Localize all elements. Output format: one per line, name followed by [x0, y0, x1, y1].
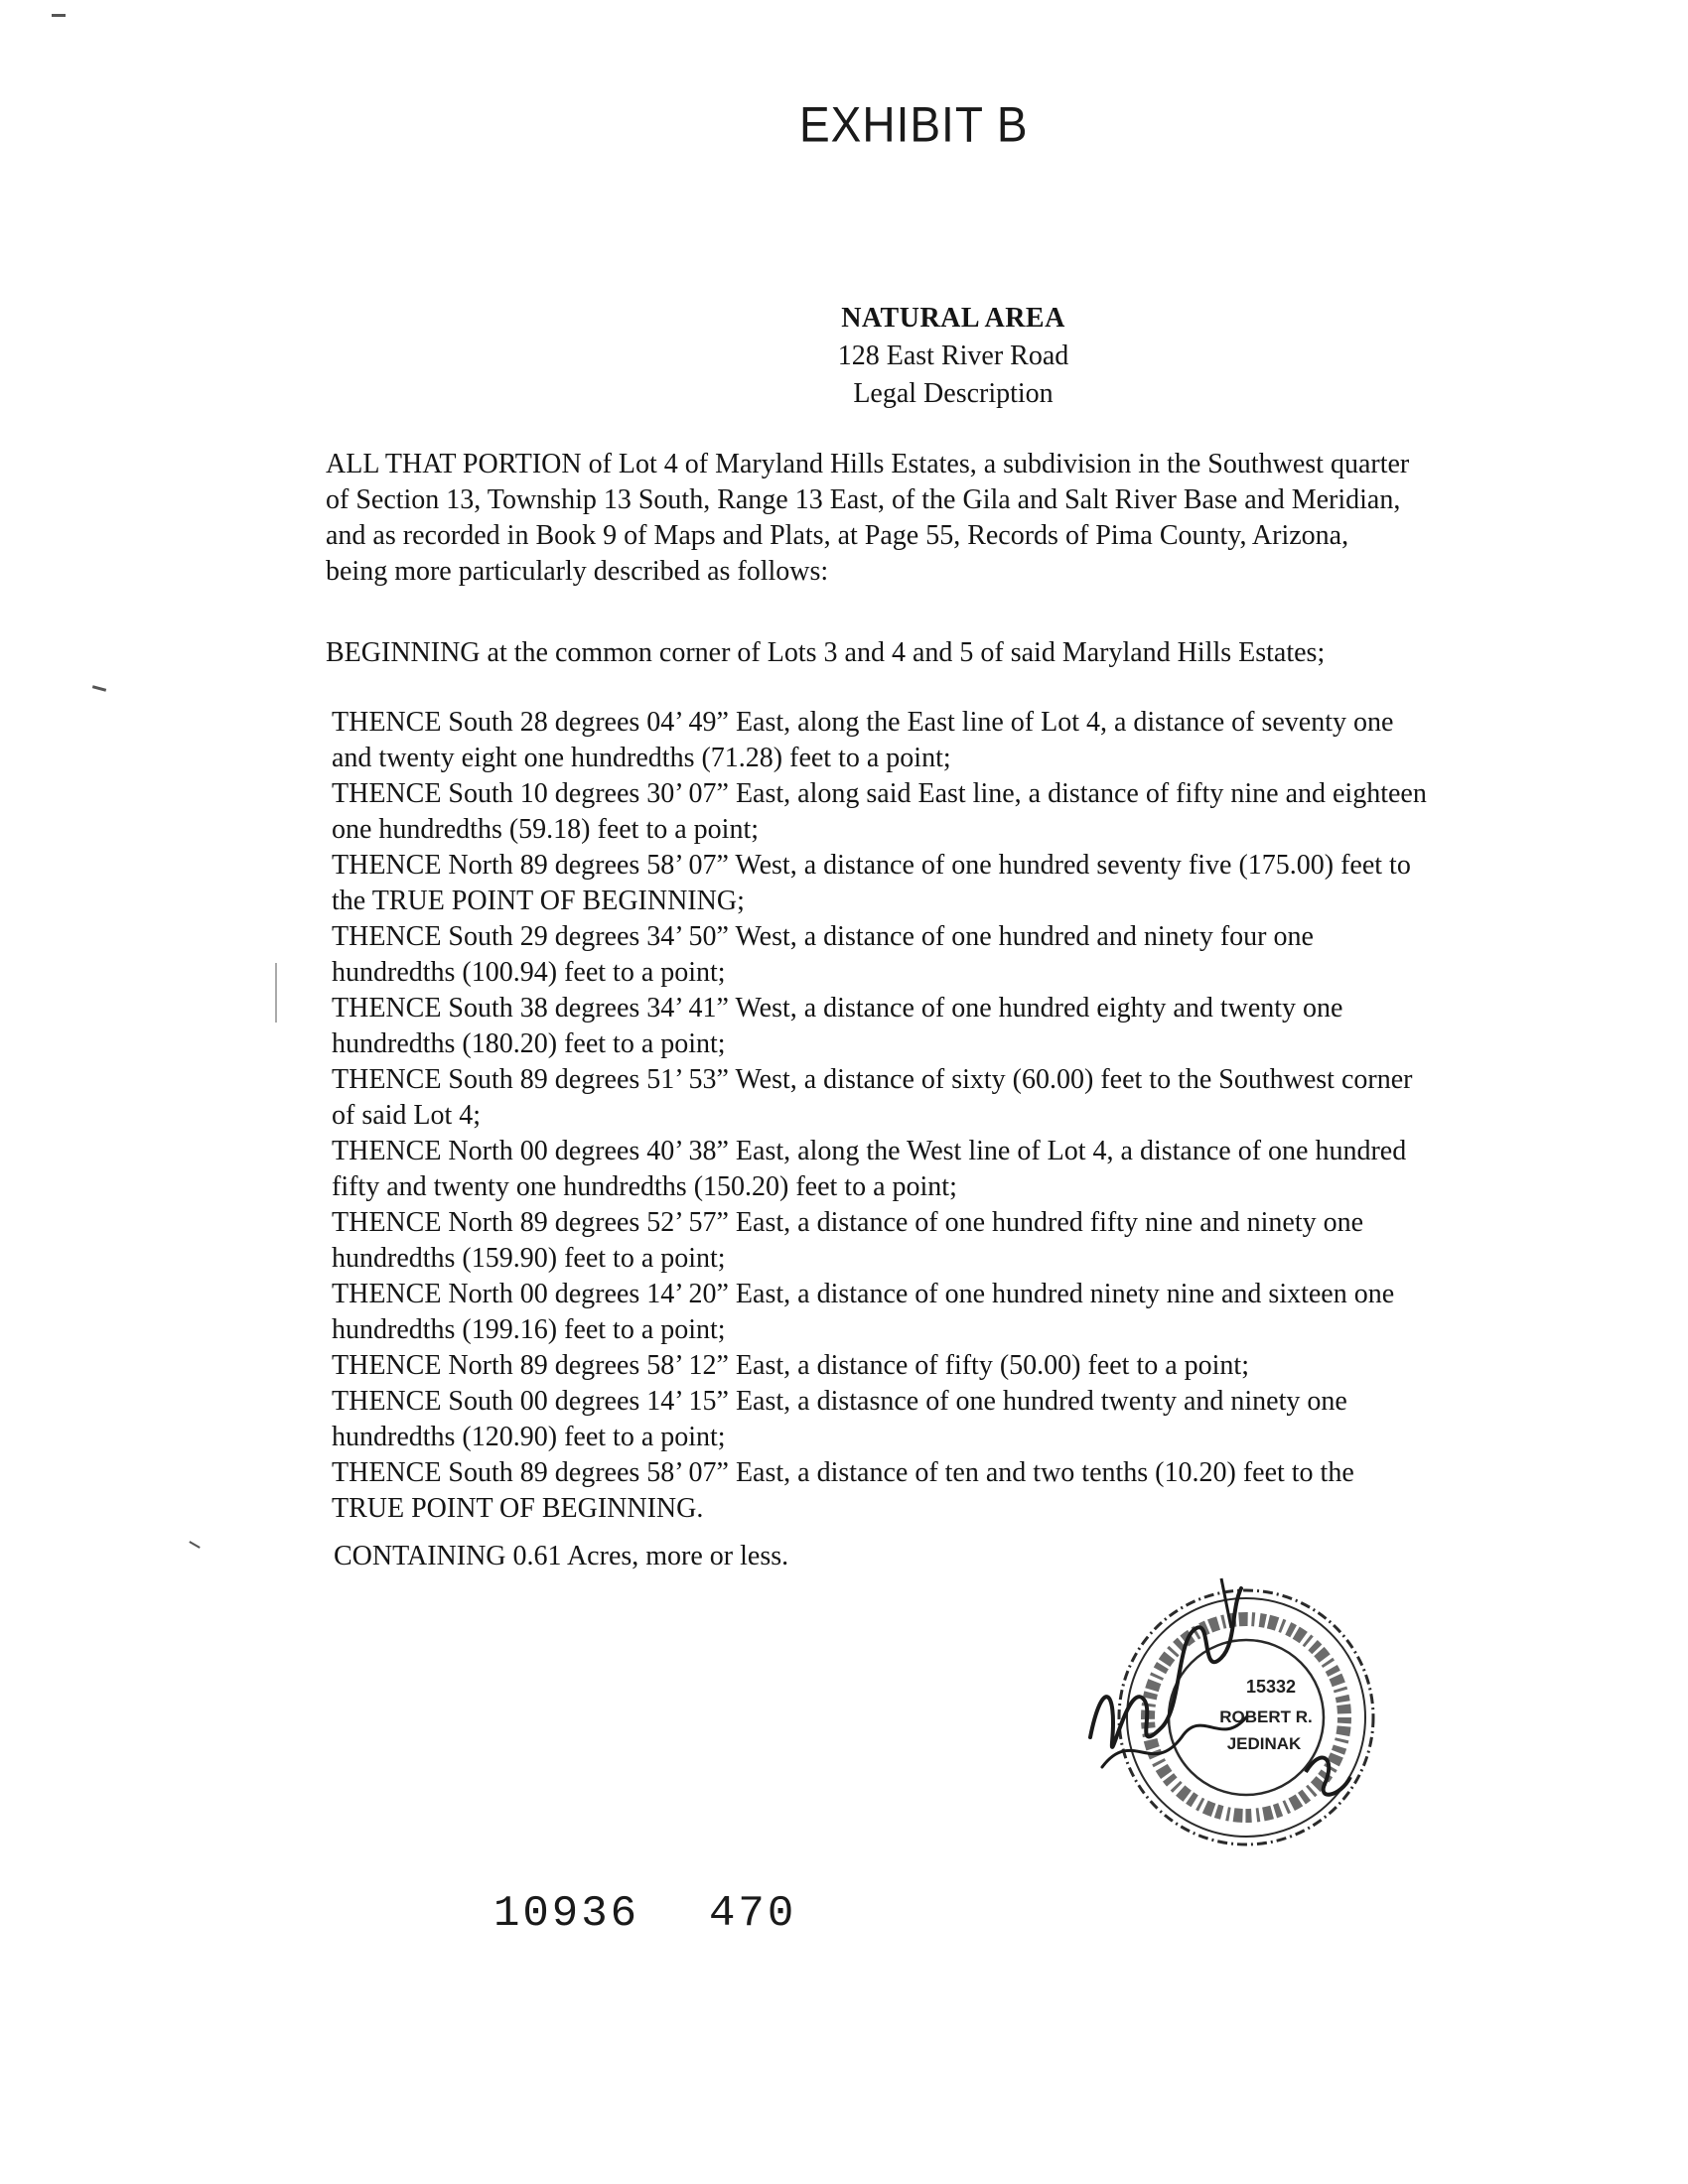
seal-number: 15332: [1245, 1677, 1297, 1697]
course-line: THENCE South 89 degrees 51’ 53” West, a distance of sixty (60.00) feet to the Southwest corner: [332, 1064, 1413, 1095]
course-line: of said Lot 4;: [332, 1100, 482, 1131]
course-line: THENCE South 28 degrees 04’ 49” East, along the East line of Lot 4, a distance of seventy one: [332, 707, 1394, 738]
section-heading: [755, 300, 1152, 413]
course-line: hundredths (120.90) feet to a point;: [332, 1422, 726, 1452]
beginning-paragraph: BEGINNING at the common corner of Lots 3 and 4 and 5 of said Maryland Hills Estates;: [326, 637, 1326, 668]
course-line: fifty and twenty one hundredths (150.20) feet to a point;: [332, 1171, 957, 1202]
course-line: TRUE POINT OF BEGINNING.: [332, 1493, 704, 1524]
course-line: THENCE North 00 degrees 40’ 38” East, along the West line of Lot 4, a distance of one hundred: [332, 1136, 1407, 1166]
recording-reference: [493, 1889, 796, 1939]
course-line: the TRUE POINT OF BEGINNING;: [332, 886, 745, 916]
course-line: and twenty eight one hundredths (71.28) feet to a point;: [332, 743, 951, 773]
seal-name-line2: JEDINAK: [1226, 1734, 1302, 1753]
containing-statement: CONTAINING 0.61 Acres, more or less.: [334, 1541, 789, 1571]
course-description: [332, 705, 1427, 1527]
course-line: THENCE South 38 degrees 34’ 41” West, a distance of one hundred eighty and twenty one: [332, 993, 1343, 1024]
course-line: THENCE South 29 degrees 34’ 50” West, a distance of one hundred and ninety four one: [332, 921, 1314, 952]
course-line: THENCE South 89 degrees 58’ 07” East, a distance of ten and two tenths (10.20) feet to the: [332, 1457, 1354, 1488]
surveyor-seal: [1072, 1569, 1390, 1866]
page-number: 470: [709, 1889, 797, 1939]
course-line: THENCE North 89 degrees 58’ 12” East, a distance of fifty (50.00) feet to a point;: [332, 1350, 1249, 1381]
intro-paragraph: [326, 447, 1409, 590]
scan-speck: [92, 685, 106, 692]
course-line: hundredths (199.16) feet to a point;: [332, 1314, 726, 1345]
heading-address: 128 East River Road: [837, 341, 1069, 371]
intro-line: ALL THAT PORTION of Lot 4 of Maryland Hills Estates, a subdivision in the Southwest quarter: [326, 449, 1410, 479]
scan-speck: [275, 963, 277, 1023]
course-line: THENCE North 00 degrees 14’ 20” East, a distance of one hundred ninety nine and sixteen one: [332, 1279, 1395, 1309]
course-line: THENCE North 89 degrees 58’ 07” West, a distance of one hundred seventy five (175.00) feet to: [332, 850, 1411, 881]
scan-speck: [52, 14, 66, 17]
seal-name-line1: ROBERT R.: [1219, 1707, 1313, 1726]
docket-number: 10936: [493, 1889, 640, 1939]
course-line: THENCE North 89 degrees 52’ 57” East, a distance of one hundred fifty nine and ninety one: [332, 1207, 1364, 1238]
course-line: THENCE South 10 degrees 30’ 07” East, along said East line, a distance of fifty nine and eighteen: [332, 778, 1427, 809]
course-line: hundredths (180.20) feet to a point;: [332, 1028, 726, 1059]
scan-speck: [189, 1541, 200, 1549]
course-line: hundredths (100.94) feet to a point;: [332, 957, 726, 988]
seal-stamp-image: [1072, 1569, 1390, 1866]
exhibit-title: EXHIBIT B: [799, 95, 1029, 153]
heading-subtitle: Legal Description: [853, 378, 1054, 409]
intro-line: of Section 13, Township 13 South, Range 13 East, of the Gila and Salt River Base and Meridian,: [326, 484, 1401, 515]
course-line: one hundredths (59.18) feet to a point;: [332, 814, 760, 845]
course-line: hundredths (159.90) feet to a point;: [332, 1243, 726, 1274]
intro-line: being more particularly described as follows:: [326, 556, 829, 587]
heading-title: NATURAL AREA: [841, 303, 1065, 334]
course-line: THENCE South 00 degrees 14’ 15” East, a distasnce of one hundred twenty and ninety one: [332, 1386, 1347, 1417]
intro-line: and as recorded in Book 9 of Maps and Plats, at Page 55, Records of Pima County, Arizona,: [326, 520, 1349, 551]
